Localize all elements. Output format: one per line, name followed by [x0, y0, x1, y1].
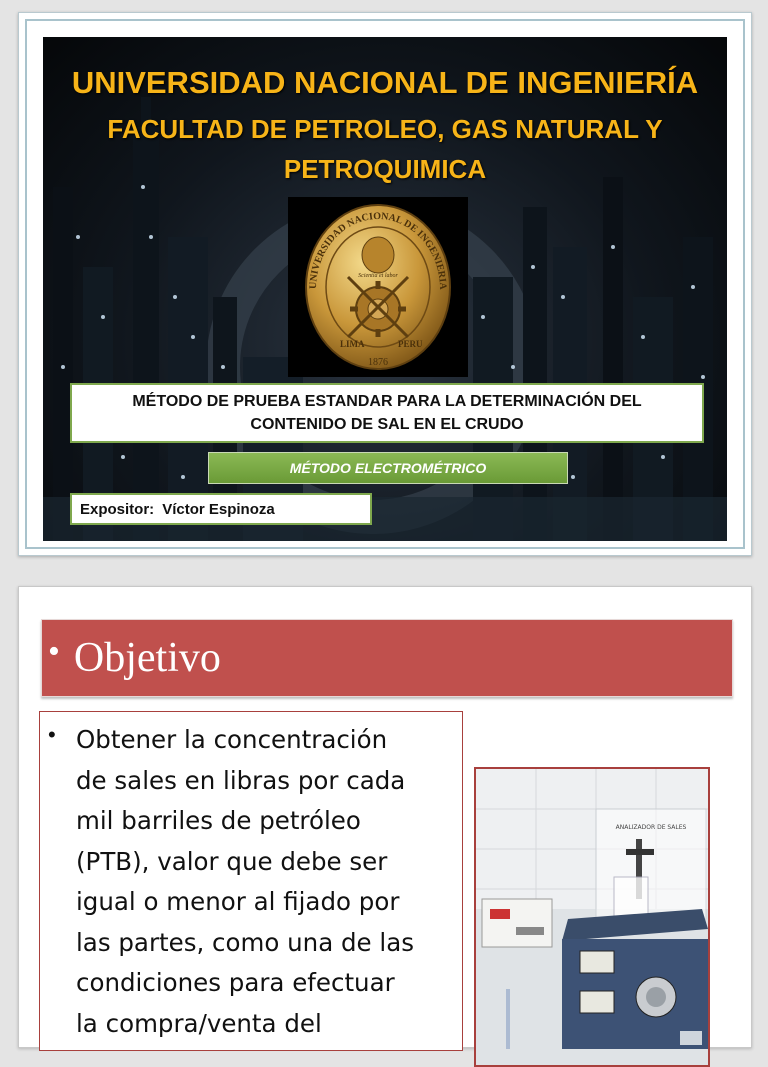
paragraph-line: las partes, como una de las	[76, 927, 414, 957]
seal-right-text: PERU	[398, 339, 423, 349]
device-label: ANALIZADOR DE SALES	[615, 824, 687, 831]
salt-analyzer-photo	[474, 767, 710, 1067]
objective-heading: Objetivo	[73, 635, 221, 681]
paragraph-line: mil barriles de petróleo	[76, 806, 361, 835]
body-bullet: •	[48, 722, 56, 747]
paragraph-line: (PTB), valor que debe ser	[76, 846, 388, 876]
paragraph-line: condiciones para efectuar	[76, 968, 395, 997]
expositor-name: Víctor Espinoza	[162, 500, 275, 518]
objective-banner	[41, 619, 733, 697]
seal-left-text: LIMA	[340, 339, 365, 349]
seal-motto: Scientia et labor	[358, 273, 398, 279]
expositor-label: Expositor:	[80, 500, 155, 518]
heading-bullet: •	[48, 633, 60, 670]
paragraph-line: igual o menor al fijado por	[76, 887, 400, 916]
seal-year: 1876	[368, 357, 388, 368]
seal-ring-text: UNIVERSIDAD NACIONAL DE INGENIERIA	[307, 210, 449, 290]
objective-text-box	[39, 711, 463, 1051]
objective-slide	[18, 586, 752, 1048]
method-subtitle-box: MÉTODO ELECTROMÉTRICO	[208, 452, 568, 484]
university-title: UNIVERSIDAD NACIONAL DE INGENIERÍA	[71, 65, 699, 100]
seal-emblem-icon	[288, 197, 468, 377]
refinery-background	[43, 37, 727, 541]
objective-paragraph	[76, 720, 456, 1044]
method-title-box: MÉTODO DE PRUEBA ESTANDAR PARA LA DETERMINACIÓN DEL CONTENIDO DE SAL EN EL CRUDO	[70, 383, 704, 443]
paragraph-line: la compra/venta del	[76, 1008, 322, 1038]
title-slide	[18, 12, 752, 556]
university-seal	[288, 197, 468, 377]
salt-analyzer-illustration	[476, 769, 710, 1067]
expositor-box	[70, 493, 372, 525]
paragraph-line: de sales en libras por cada	[76, 765, 406, 795]
faculty-title: FACULTAD DE PETROLEO, GAS NATURAL Y PETROQUIMICA	[107, 114, 663, 184]
paragraph-line: Obtener la concentración	[76, 725, 388, 754]
